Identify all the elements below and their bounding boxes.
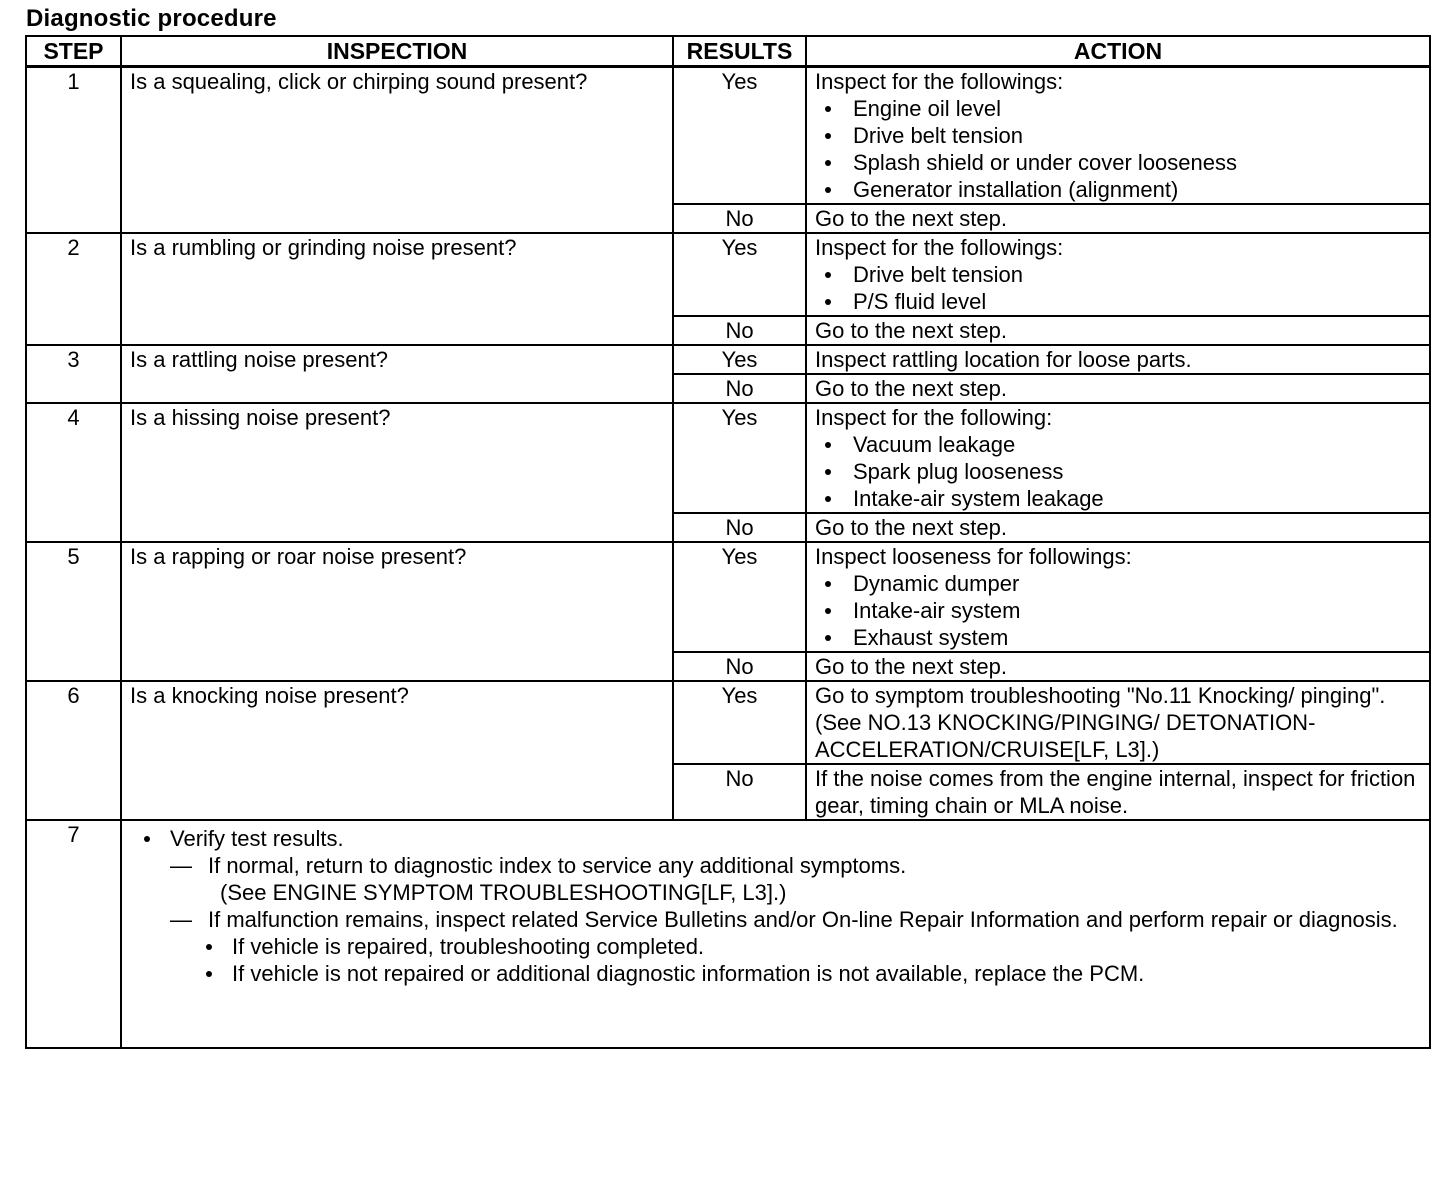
- dash-item: [130, 906, 1421, 933]
- result-no: No: [673, 764, 806, 820]
- list-item: If vehicle is not repaired or additional diagnostic information is not available, replace the PCM.: [130, 960, 1421, 987]
- reference-link[interactable]: NO.13 KNOCKING/PINGING/ DETONATION-ACCELERATION/CRUISE[LF, L3]: [815, 710, 1316, 762]
- dash-mark: —: [170, 907, 192, 932]
- reference-prefix: (See: [220, 880, 273, 905]
- list-item: Spark plug looseness: [815, 458, 1421, 485]
- verify-bullet: Verify test results.: [130, 825, 1421, 852]
- header-results: RESULTS: [673, 36, 806, 67]
- list-item: Drive belt tension: [815, 122, 1421, 149]
- step7-content: [121, 820, 1430, 1048]
- table-row: [26, 345, 1430, 374]
- reference-suffix: .): [1145, 737, 1160, 762]
- result-yes: Yes: [673, 345, 806, 374]
- list-item: Splash shield or under cover looseness: [815, 149, 1421, 176]
- action-no: Go to the next step.: [806, 652, 1430, 681]
- action-no: Go to the next step.: [806, 513, 1430, 542]
- reference-prefix: (See: [815, 710, 868, 735]
- result-no: No: [673, 374, 806, 403]
- step-number: 3: [26, 345, 121, 403]
- action-yes: [806, 233, 1430, 316]
- step-number: 5: [26, 542, 121, 681]
- list-item: Exhaust system: [815, 624, 1421, 651]
- step-number: 6: [26, 681, 121, 820]
- action-no: Go to the next step.: [806, 316, 1430, 345]
- step-number: 4: [26, 403, 121, 542]
- diagnostic-table: [25, 35, 1431, 1049]
- result-yes: Yes: [673, 542, 806, 652]
- action-yes: [806, 345, 1430, 374]
- dash-item: [130, 852, 1421, 879]
- result-no: No: [673, 513, 806, 542]
- action-no: Go to the next step.: [806, 374, 1430, 403]
- step-number: 1: [26, 67, 121, 234]
- list-item: Drive belt tension: [815, 261, 1421, 288]
- action-text: Inspect for the followings:: [815, 69, 1064, 94]
- table-row: [26, 403, 1430, 513]
- list-item: Intake-air system leakage: [815, 485, 1421, 512]
- inspection-text: Is a rapping or roar noise present?: [121, 542, 673, 681]
- result-yes: Yes: [673, 233, 806, 316]
- list-item: P/S fluid level: [815, 288, 1421, 315]
- dash-text: If malfunction remains, inspect related Service Bulletins and/or On-line Repair Information and perform repair or diagnosis.: [208, 907, 1398, 932]
- list-item: Intake-air system: [815, 597, 1421, 624]
- action-yes: [806, 67, 1430, 205]
- action-no: If the noise comes from the engine internal, inspect for friction gear, timing chain or MLA noise.: [806, 764, 1430, 820]
- list-item: Dynamic dumper: [815, 570, 1421, 597]
- action-text: Go to symptom troubleshooting "No.11 Knocking/ pinging".: [815, 683, 1386, 708]
- result-no: No: [673, 652, 806, 681]
- action-no: Go to the next step.: [806, 204, 1430, 233]
- action-list: [815, 95, 1421, 203]
- table-row: [26, 542, 1430, 652]
- result-yes: Yes: [673, 403, 806, 513]
- action-yes: [806, 403, 1430, 513]
- action-text: Inspect looseness for followings:: [815, 544, 1132, 569]
- list-item: Generator installation (alignment): [815, 176, 1421, 203]
- inspection-text: Is a squealing, click or chirping sound present?: [121, 67, 673, 234]
- dash-text: If normal, return to diagnostic index to service any additional symptoms.: [208, 853, 907, 878]
- table-row: [26, 820, 1430, 1048]
- header-step: STEP: [26, 36, 121, 67]
- dash-mark: —: [170, 853, 192, 878]
- action-yes: [806, 542, 1430, 652]
- action-list: [815, 431, 1421, 512]
- list-item: Engine oil level: [815, 95, 1421, 122]
- result-no: No: [673, 316, 806, 345]
- list-item: Vacuum leakage: [815, 431, 1421, 458]
- see-reference: [130, 879, 1421, 906]
- table-header-row: [26, 36, 1430, 67]
- reference-link[interactable]: ENGINE SYMPTOM TROUBLESHOOTING[LF, L3]: [272, 880, 773, 905]
- see-reference: [815, 709, 1421, 763]
- action-text: Inspect for the following:: [815, 405, 1053, 430]
- step-number: 2: [26, 233, 121, 345]
- result-yes: Yes: [673, 681, 806, 764]
- table-row: [26, 67, 1430, 205]
- list-item: If vehicle is repaired, troubleshooting completed.: [130, 933, 1421, 960]
- table-row: [26, 233, 1430, 316]
- result-yes: Yes: [673, 67, 806, 205]
- reference-suffix: .): [773, 880, 787, 905]
- header-action: ACTION: [806, 36, 1430, 67]
- table-row: [26, 681, 1430, 764]
- action-list: [815, 570, 1421, 651]
- step-number: 7: [26, 820, 121, 1048]
- inspection-text: Is a rattling noise present?: [121, 345, 673, 403]
- action-yes: [806, 681, 1430, 764]
- header-inspection: INSPECTION: [121, 36, 673, 67]
- page-title: Diagnostic procedure: [26, 5, 277, 32]
- inspection-text: Is a hissing noise present?: [121, 403, 673, 542]
- action-text: Inspect for the followings:: [815, 235, 1064, 260]
- inspection-text: Is a knocking noise present?: [121, 681, 673, 820]
- action-list: [815, 261, 1421, 315]
- action-text: Inspect rattling location for loose parts.: [815, 347, 1192, 372]
- result-no: No: [673, 204, 806, 233]
- inspection-text: Is a rumbling or grinding noise present?: [121, 233, 673, 345]
